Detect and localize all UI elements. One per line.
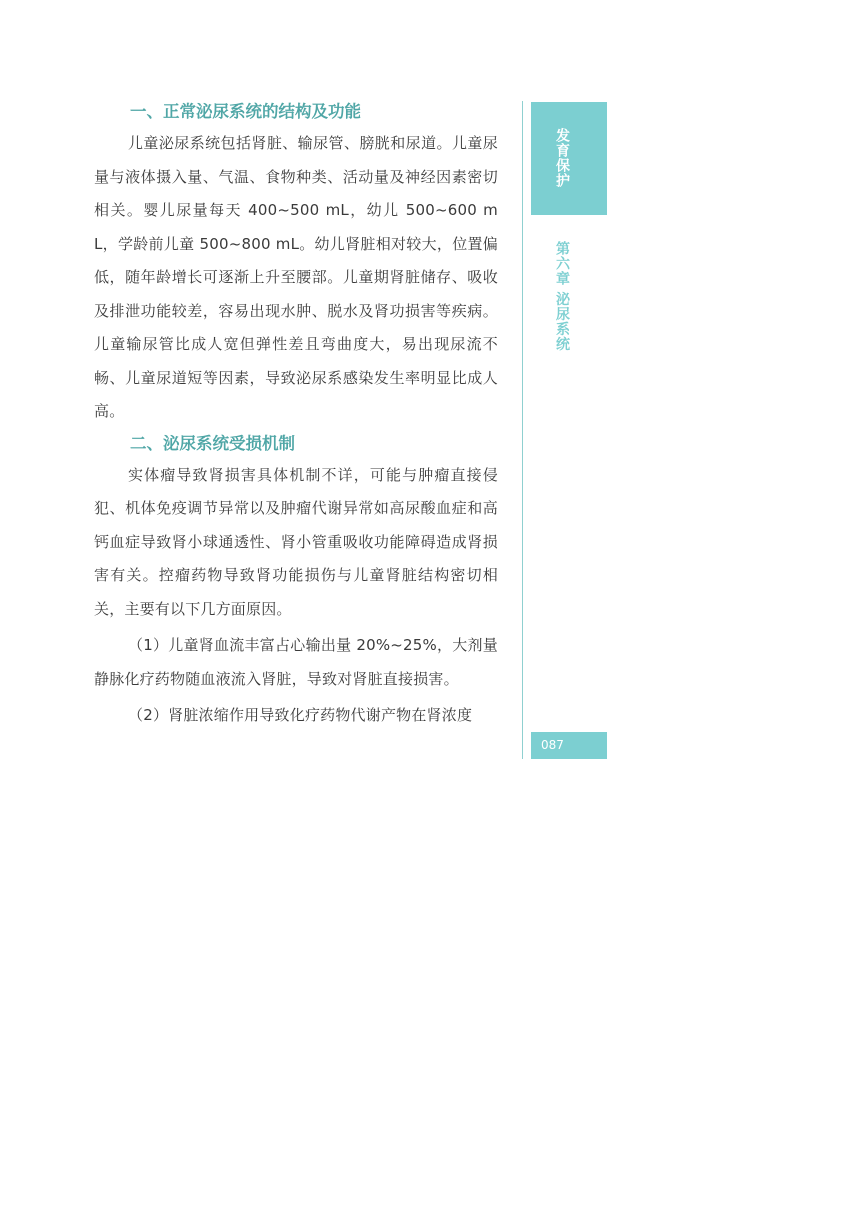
- margin-divider: [522, 101, 523, 759]
- body-paragraph: 儿童泌尿系统包括肾脏、输尿管、膀胱和尿道。儿童尿量与液体摄入量、气温、食物种类、活动量及神经因素密切相关。婴儿尿量每天 400~500 mL，幼儿 500~600 mL，学龄前儿童 500~800 mL。幼儿肾脏相对较大，位置偏低，随年龄增长可逐渐上升至腰部。儿童期肾脏储存、吸收及排泄功能较差，容易出现水肿、脱水及肾功损害等疾病。儿童输尿管比成人宽但弹性差且弯曲度大，易出现尿流不畅、儿童尿道短等因素，导致泌尿系感染发生率明显比成人高。: [94, 134, 498, 420]
- section-heading: 二、泌尿系统受损机制: [130, 433, 295, 453]
- page-number: 087: [541, 738, 564, 752]
- section-damage-mechanism: [94, 429, 498, 733]
- section-tab-label: 发育保护: [554, 128, 570, 188]
- section-structure-function: [94, 97, 498, 429]
- body-paragraph: （1）儿童肾血流丰富占心输出量 20%~25%，大剂量静脉化疗药物随血液流入肾脏，导致对肾脏直接损害。: [94, 636, 498, 688]
- page-number-tab: [531, 732, 607, 759]
- chapter-label: 第六章 泌尿系统: [554, 241, 570, 352]
- main-content: [94, 97, 498, 733]
- section-heading: 一、正常泌尿系统的结构及功能: [130, 102, 361, 121]
- body-paragraph: （2）肾脏浓缩作用导致化疗药物代谢产物在肾浓度: [128, 706, 473, 724]
- body-paragraph: 实体瘤导致肾损害具体机制不详，可能与肿瘤直接侵犯、机体免疫调节异常以及肿瘤代谢异常如高尿酸血症和高钙血症导致肾小球通透性、肾小管重吸收功能障碍造成肾损害有关。控瘤药物导致肾功能损伤与儿童肾脏结构密切相关，主要有以下几方面原因。: [94, 465, 498, 618]
